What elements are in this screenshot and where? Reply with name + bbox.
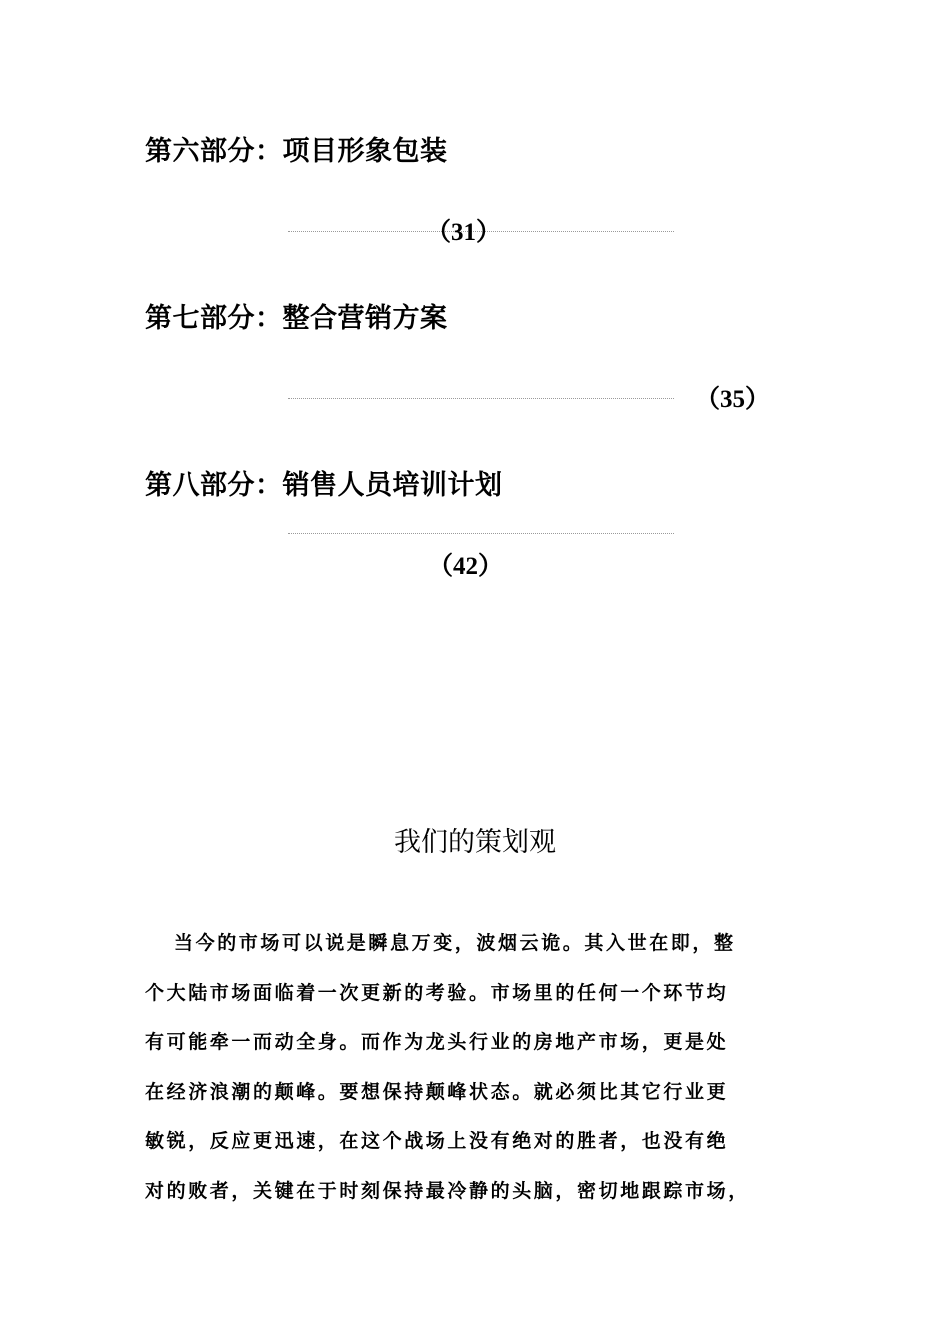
toc-page-number: （35） xyxy=(695,386,771,413)
toc-leader-dots xyxy=(288,398,674,399)
paragraph-line: 在经济浪潮的颠峰。要想保持颠峰状态。就必须比其它行业更 xyxy=(145,1081,729,1103)
paragraph-line: 敏锐，反应更迅速，在这个战场上没有绝对的胜者，也没有绝 xyxy=(145,1130,729,1152)
paragraph-line: 对的败者，关键在于时刻保持最冷静的头脑，密切地跟踪市场， xyxy=(145,1180,750,1202)
paragraph-line: 有可能牵一而动全身。而作为龙头行业的房地产市场，更是处 xyxy=(145,1031,729,1053)
toc-heading: 第六部分：项目形象包装 xyxy=(145,136,448,167)
paragraph-line: 当今的市场可以说是瞬息万变，波烟云诡。其入世在即，整 xyxy=(174,932,736,954)
paragraph-line: 个大陆市场面临着一次更新的考验。市场里的任何一个环节均 xyxy=(145,982,729,1004)
toc-heading: 第八部分：销售人员培训计划 xyxy=(145,470,503,501)
toc-page-number: （42） xyxy=(428,553,504,580)
toc-leader-dots xyxy=(288,533,674,534)
section-title: 我们的策划观 xyxy=(394,827,556,858)
toc-heading: 第七部分：整合营销方案 xyxy=(145,303,448,334)
toc-page-number: （31） xyxy=(426,219,502,246)
